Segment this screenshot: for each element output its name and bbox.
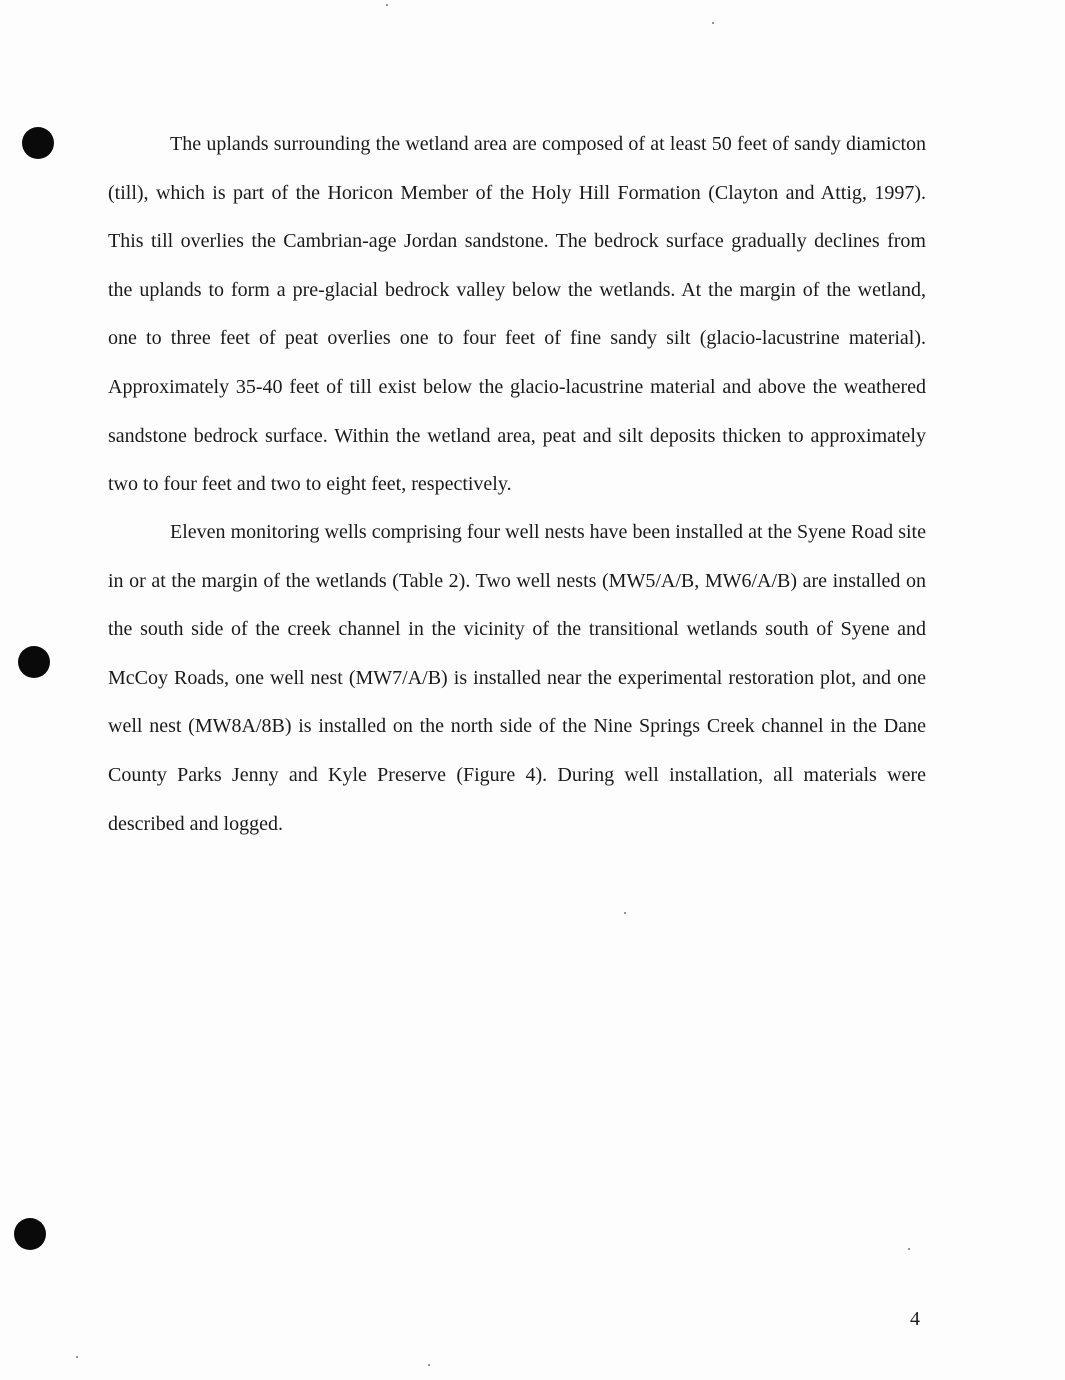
punch-hole-top: [22, 127, 54, 159]
scan-speck: [76, 1356, 78, 1358]
punch-hole-middle: [18, 646, 50, 678]
punch-hole-bottom: [14, 1218, 46, 1250]
scan-speck: [908, 1248, 910, 1250]
scan-speck: [624, 912, 626, 914]
scan-speck: [386, 4, 388, 6]
paragraph-monitoring-wells: [108, 508, 926, 848]
paragraph-geology: [108, 120, 926, 509]
scan-speck: [712, 22, 714, 24]
page-number: 4: [910, 1308, 920, 1330]
scan-speck: [428, 1364, 430, 1366]
paragraph-monitoring-wells-text: Eleven monitoring wells comprising four well nests have been installed at the Syene Road site in or at the margin of the wetlands (Table 2). Two well nests (MW5/A/B, MW6/A/B) are installed on the south side of the creek channel in the vicinity of the transitional wetlands south of Syene and McCoy Roads, one well nest (MW7/A/B) is installed near the experimental restoration plot, and one well nest (MW8A/8B) is installed on the north side of the Nine Springs Creek channel in the Dane County Parks Jenny and Kyle Preserve (Figure 4). During well installation, all materials were described and logged.: [108, 521, 926, 835]
paragraph-geology-text: The uplands surrounding the wetland area are composed of at least 50 feet of sandy diamicton (till), which is part of the Horicon Member of the Holy Hill Formation (Clayton and Attig, 1997). This till overlies the Cambrian-age Jordan sandstone. The bedrock surface gradually declines from the uplands to form a pre-glacial bedrock valley below the wetlands. At the margin of the wetland, one to three feet of peat overlies one to four feet of fine sandy silt (glacio-lacustrine material). Approximately 35-40 feet of till exist below the glacio-lacustrine material and above the weathered sandstone bedrock surface. Within the wetland area, peat and silt deposits thicken to approximately two to four feet and two to eight feet, respectively.: [108, 133, 926, 496]
